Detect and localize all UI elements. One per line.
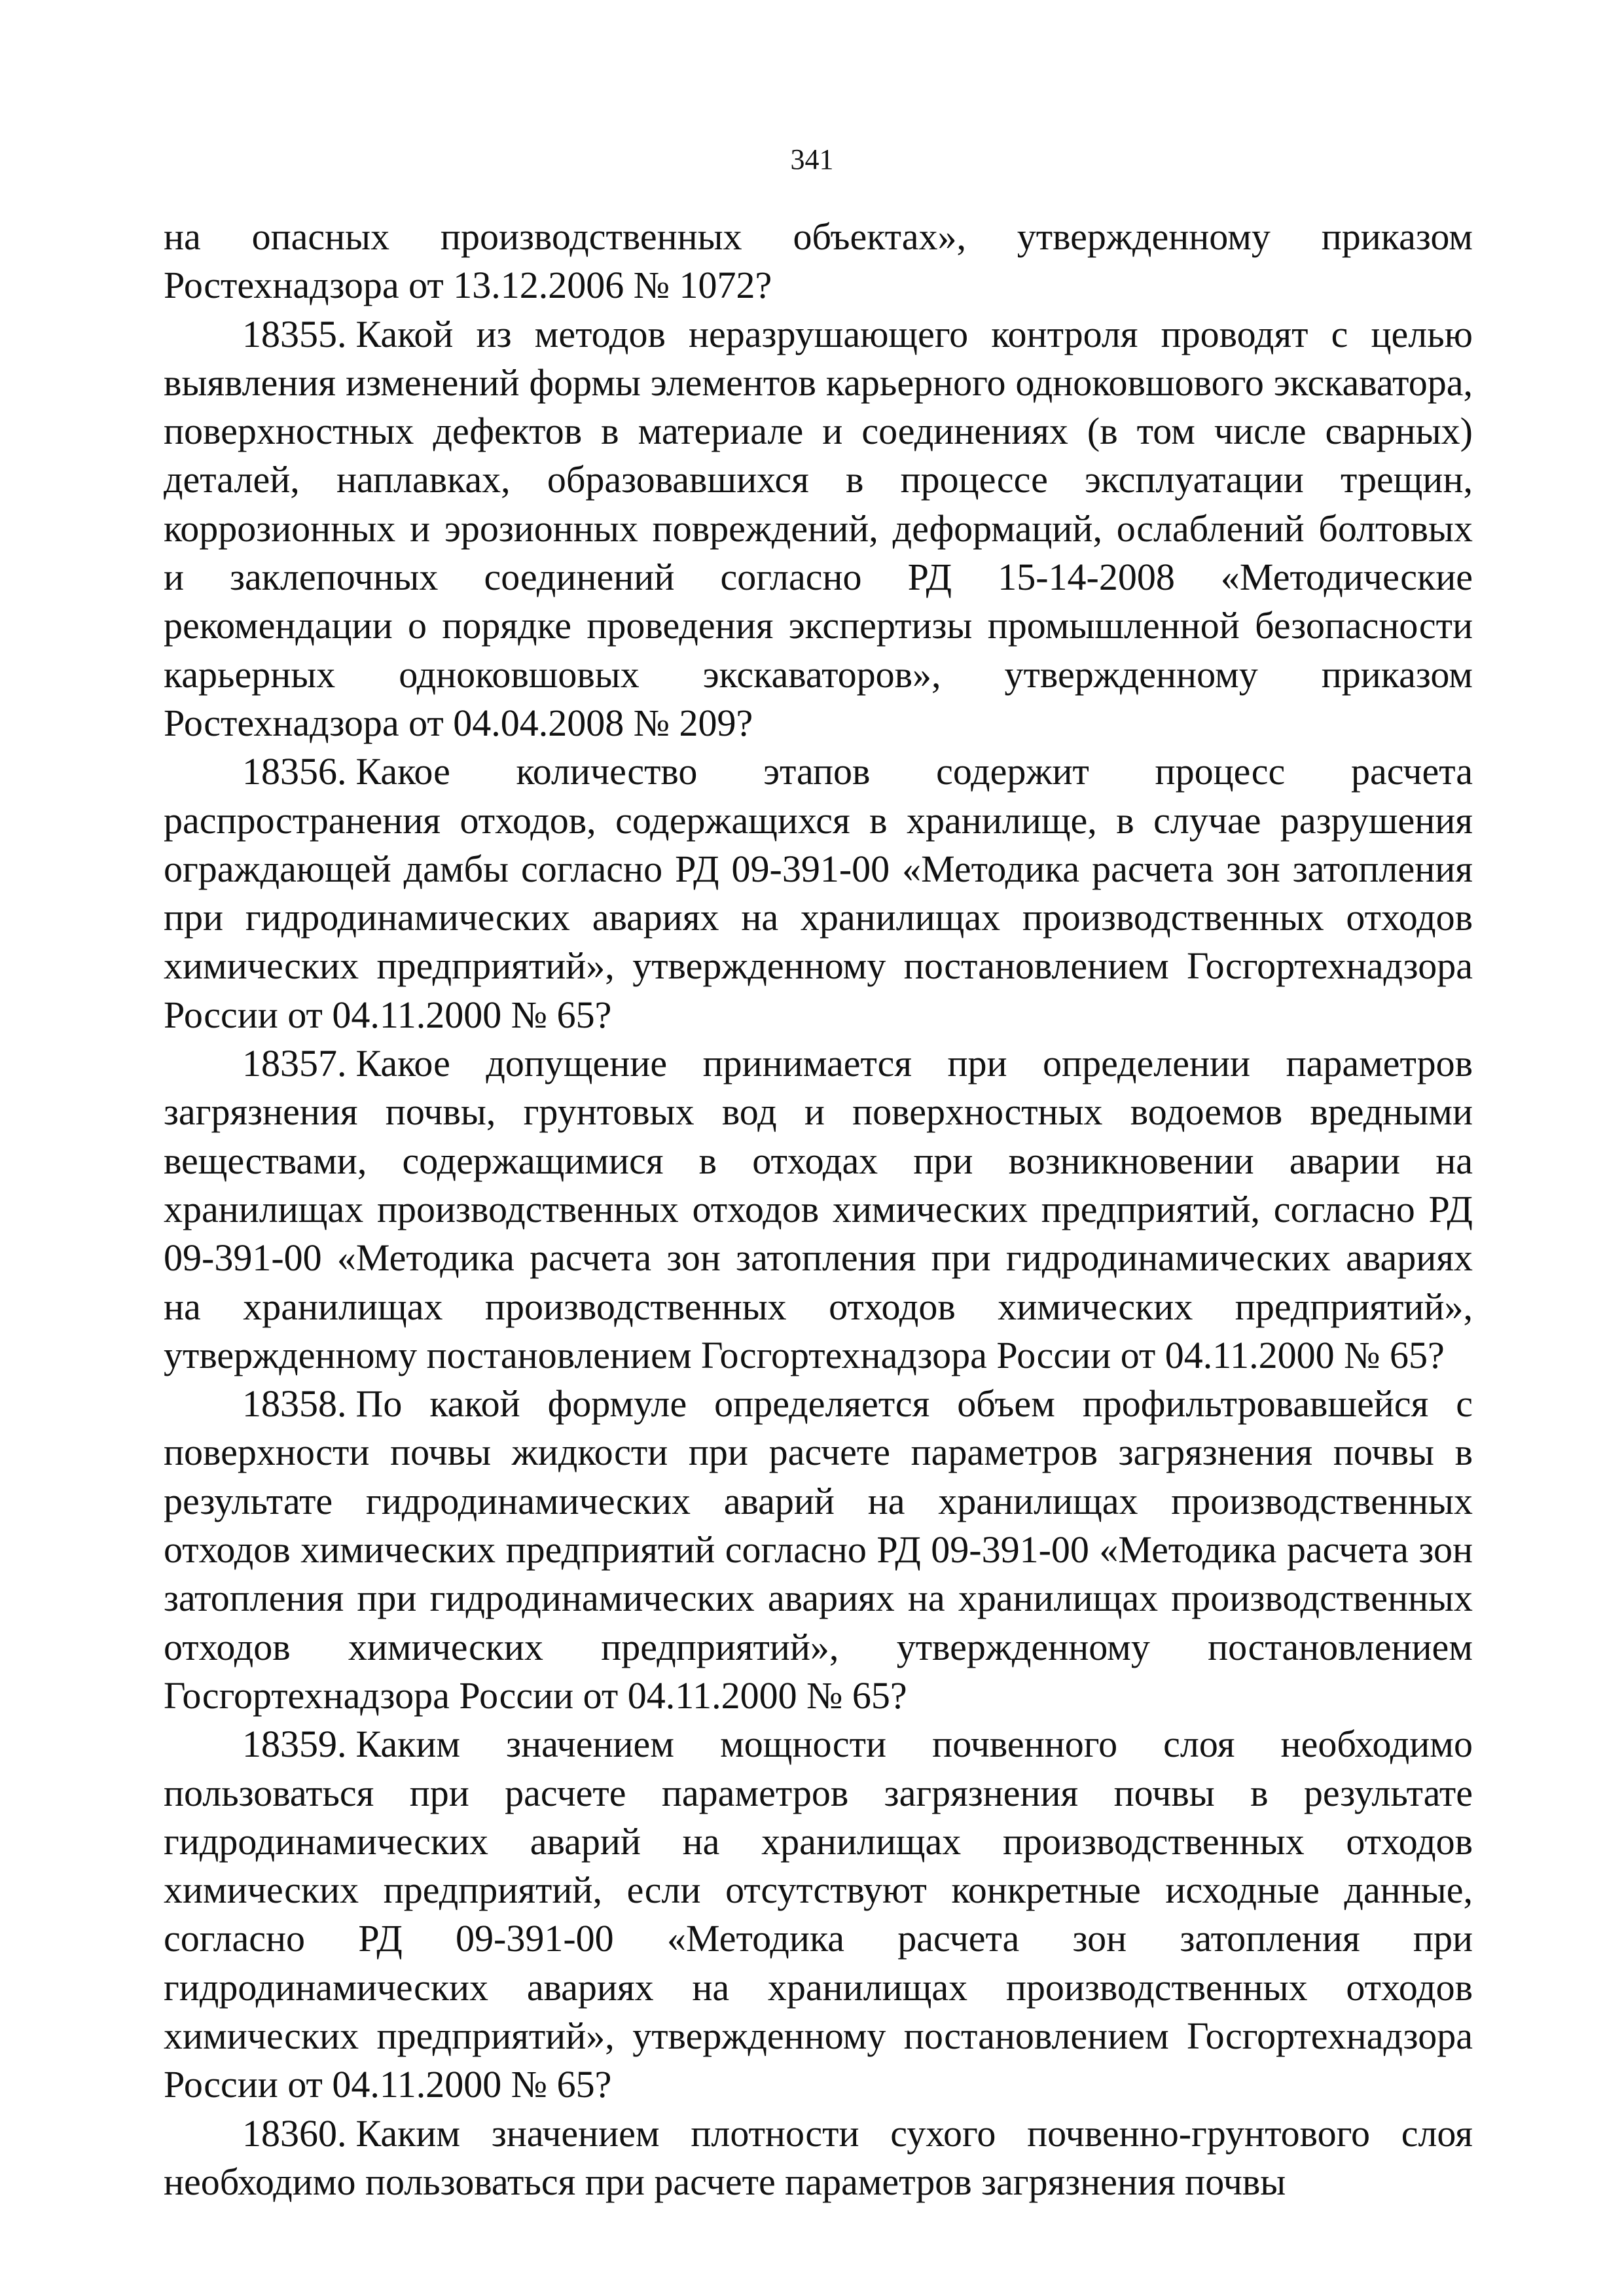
question-18360 (164, 2109, 1473, 2207)
question-18356 (164, 747, 1473, 1039)
question-text: Каким значением мощности почвенного слоя необходимо пользоваться при расчете параметров загрязнения почвы в результате гидродинамических аварий на хранилищах производственных отходов химических предприятий, если отсутствуют конкретные исходные данные, согласно РД 09-391-00 «Методика расчета зон затопления при гидродинамических авариях на хранилищах производственных отходов химических предприятий», утвержденному постановлением Госгортехнадзора России от 04.11.2000 № 65? (164, 1723, 1473, 2106)
continuation-paragraph: на опасных производственных объектах», утвержденному приказом Ростехнадзора от 13.12.2006 № 1072? (164, 215, 1473, 307)
question-number: 18355. (242, 312, 347, 355)
question-18359 (164, 1720, 1473, 2109)
question-18358 (164, 1380, 1473, 1720)
question-text: Какой из методов неразрушающего контроля проводят с целью выявления изменений формы элементов карьерного одноковшового экскаватора, поверхностных дефектов в материале и соединениях (в том числе сварных) деталей, наплавках, образовавшихся в процессе эксплуатации трещин, коррозионных и эрозионных повреждений, деформаций, ослаблений болтовых и заклепочных соединений согласно РД 15-14-2008 «Методические рекомендации о порядке проведения экспертизы промышленной безопасности карьерных одноковшовых экскаваторов», утвержденному приказом Ростехнадзора от 04.04.2008 № 209? (164, 312, 1473, 744)
page-number: 341 (790, 143, 834, 175)
question-18355 (164, 310, 1473, 748)
question-text: Какое допущение принимается при определении параметров загрязнения почвы, грунтовых вод и поверхностных водоемов вредными веществами, содержащимися в отходах при возникновении аварии на хранилищах производственных отходов химических предприятий, согласно РД 09-391-00 «Методика расчета зон затопления при гидродинамических авариях на хранилищах производственных отходов химических предприятий», утвержденному постановлением Госгортехнадзора России от 04.11.2000 № 65? (164, 1042, 1473, 1376)
question-text: По какой формуле определяется объем профильтровавшейся с поверхности почвы жидкости при расчете параметров загрязнения почвы в результате гидродинамических аварий на хранилищах производственных отходов химических предприятий согласно РД 09-391-00 «Методика расчета зон затопления при гидродинамических авариях на хранилищах производственных отходов химических предприятий», утвержденному постановлением Госгортехнадзора России от 04.11.2000 № 65? (164, 1382, 1473, 1717)
question-text: Какое количество этапов содержит процесс расчета распространения отходов, содержащихся в хранилище, в случае разрушения ограждающей дамбы согласно РД 09-391-00 «Методика расчета зон затопления при гидродинамических авариях на хранилищах производственных отходов химических предприятий», утвержденному постановлением Госгортехнадзора России от 04.11.2000 № 65? (164, 750, 1473, 1036)
question-text: Каким значением плотности сухого почвенно-грунтового слоя необходимо пользоваться при расчете параметров загрязнения почвы (164, 2111, 1473, 2203)
question-number: 18356. (242, 750, 347, 793)
question-number: 18359. (242, 1723, 347, 1766)
question-number: 18358. (242, 1382, 347, 1426)
question-number: 18360. (242, 2111, 347, 2155)
document-body (164, 213, 1473, 2206)
question-number: 18357. (242, 1042, 347, 1085)
question-18357 (164, 1039, 1473, 1380)
